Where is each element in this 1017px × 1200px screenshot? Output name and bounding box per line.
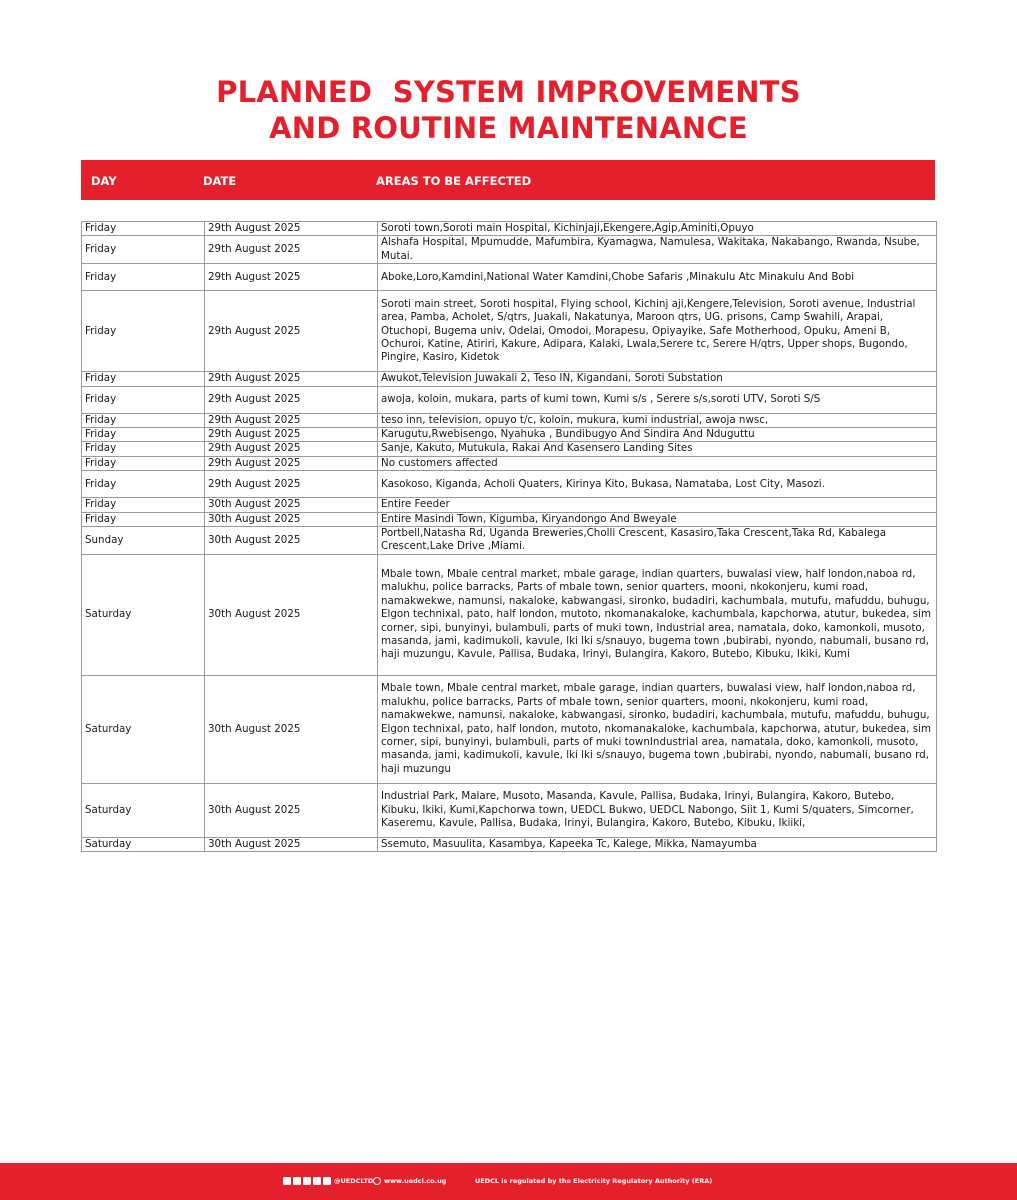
website-link[interactable]: www.uedcl.co.ug <box>384 1177 447 1185</box>
cell-areas: Mbale town, Mbale central market, mbale garage, indian quarters, buwalasi view, half london,naboa rd, malukhu, police barracks, Parts of mbale town, senior quarters, mooni, nkokonjeru, kumi road, namakwekwe, namunsi, nakaloke, kabwangasi, sironko, budadiri, kachumbala, mutufu, mafuddu, buhugu, Elgon technixal, pato, half london, mutoto, nkomanakaloke, kachumbala, kapchorwa, atutur, bukedea, sim corner, sipi, bunyinyi, bulambuli, parts of muki townIndustrial area, namatala, doko, kamonkoli, musoto, masanda, jami, kadimukoli, kavule, lki lki s/snauyo, bugema town ,bubirabi, nyondo, nabumali, busano rd, haji muzungu <box>378 675 937 783</box>
table-row <box>82 837 937 851</box>
social-icons <box>283 1177 331 1185</box>
table-row <box>82 498 937 512</box>
cell-day: Friday <box>82 236 205 264</box>
table-row <box>82 264 937 291</box>
header-day: DAY <box>91 174 117 188</box>
cell-areas: Awukot,Television Juwakali 2, Teso IN, Kigandani, Soroti Substation <box>378 372 937 386</box>
cell-date: 29th August 2025 <box>205 471 378 498</box>
cell-day: Friday <box>82 442 205 456</box>
table-row <box>82 386 937 413</box>
cell-areas: Alshafa Hospital, Mpumudde, Mafumbira, Kyamagwa, Namulesa, Wakitaka, Nakabango, Rwanda, Nsube, Mutai. <box>378 236 937 264</box>
cell-date: 29th August 2025 <box>205 372 378 386</box>
cell-date: 30th August 2025 <box>205 675 378 783</box>
table-row <box>82 471 937 498</box>
cell-date: 30th August 2025 <box>205 512 378 526</box>
cell-date: 29th August 2025 <box>205 291 378 372</box>
table-header <box>81 160 935 200</box>
cell-day: Saturday <box>82 554 205 675</box>
tiktok-icon[interactable] <box>283 1177 291 1185</box>
cell-date: 29th August 2025 <box>205 413 378 427</box>
table-row <box>82 236 937 264</box>
cell-date: 29th August 2025 <box>205 442 378 456</box>
cell-areas: Aboke,Loro,Kamdini,National Water Kamdini,Chobe Safaris ,Minakulu Atc Minakulu And Bobi <box>378 264 937 291</box>
cell-day: Friday <box>82 222 205 236</box>
cell-date: 30th August 2025 <box>205 554 378 675</box>
cell-areas: Industrial Park, Malare, Musoto, Masanda, Kavule, Pallisa, Budaka, Irinyi, Bulangira, Kakoro, Butebo, Kibuku, Ikiki, Kumi,Kapchorwa town, UEDCL Bukwo, UEDCL Nabongo, Siit 1, Kumi S/quaters, Simcorner, Kaseremu, Kavule, Pallisa, Budaka, Irinyi, Bulangira, Kakoro, Butebo, Kibuku, Ikiiki, <box>378 783 937 837</box>
cell-day: Friday <box>82 413 205 427</box>
cell-day: Friday <box>82 512 205 526</box>
cell-areas: Mbale town, Mbale central market, mbale garage, indian quarters, buwalasi view, half london,naboa rd, malukhu, police barracks, Parts of mbale town, senior quarters, mooni, nkokonjeru, kumi road, namakwekwe, namunsi, nakaloke, kabwangasi, sironko, budadiri, kachumbala, mutufu, mafuddu, buhugu, Elgon technixal, pato, half london, mutoto, nkomanakaloke, kachumbala, kapchorwa, atutur, bukedea, sim corner, sipi, bunyinyi, bulambuli, parts of muki town, Industrial area, namatala, doko, kamonkoli, musoto, masanda, jami, kadimukoli, kavule, lki lki s/snauyo, bugema town ,bubirabi, nyondo, nabumali, busano rd, haji muzungu, Kavule, Pallisa, Budaka, Irinyi, Bulangira, Kakoro, Butebo, Kibuku, Ikiki, Kumi <box>378 554 937 675</box>
cell-areas: teso inn, television, opuyo t/c, koloin, mukura, kumi industrial, awoja nwsc, <box>378 413 937 427</box>
cell-date: 29th August 2025 <box>205 386 378 413</box>
header-date: DATE <box>203 174 237 188</box>
cell-date: 29th August 2025 <box>205 236 378 264</box>
cell-date: 29th August 2025 <box>205 222 378 236</box>
cell-date: 29th August 2025 <box>205 264 378 291</box>
footer <box>0 1163 1017 1200</box>
facebook-icon[interactable] <box>323 1177 331 1185</box>
table-row <box>82 413 937 427</box>
cell-day: Friday <box>82 264 205 291</box>
table-row <box>82 442 937 456</box>
cell-date: 29th August 2025 <box>205 456 378 470</box>
cell-areas: Sanje, Kakuto, Mutukula, Rakai And Kasensero Landing Sites <box>378 442 937 456</box>
table-row <box>82 456 937 470</box>
cell-areas: Soroti main street, Soroti hospital, Flying school, Kichinj aji,Kengere,Television, Soroti avenue, Industrial area, Pamba, Acholet, S/qtrs, Juakali, Nakatunya, Maroon qtrs, UG. prisons, Camp Swahili, Arapai, Otuchopi, Bugema univ, Odelai, Omodoi, Morapesu, Opiyayike, Safe Motherhood, Opuku, Ameni B, Ochuroi, Katine, Atiriri, Kakure, Adipara, Kalaki, Lwala,Serere tc, Serere H/qtrs, Upper shops, Bugondo, Pingire, Kasiro, Kidetok <box>378 291 937 372</box>
cell-day: Saturday <box>82 837 205 851</box>
page-title <box>0 74 1017 146</box>
cell-day: Saturday <box>82 675 205 783</box>
table-row <box>82 512 937 526</box>
title-line-1: PLANNED SYSTEM IMPROVEMENTS <box>216 75 801 109</box>
table-row <box>82 222 937 236</box>
cell-areas: awoja, koloin, mukara, parts of kumi town, Kumi s/s , Serere s/s,soroti UTV, Soroti S/S <box>378 386 937 413</box>
table-row <box>82 783 937 837</box>
table-row <box>82 372 937 386</box>
cell-date: 30th August 2025 <box>205 783 378 837</box>
cell-areas: Ssemuto, Masuulita, Kasambya, Kapeeka Tc, Kalege, Mikka, Namayumba <box>378 837 937 851</box>
regulation-note: UEDCL is regulated by the Electricity Regulatory Authority (ERA) <box>475 1177 713 1185</box>
cell-areas: Karugutu,Rwebisengo, Nyahuka , Bundibugyo And Sindira And Nduguttu <box>378 428 937 442</box>
cell-date: 29th August 2025 <box>205 428 378 442</box>
instagram-icon[interactable] <box>303 1177 311 1185</box>
cell-date: 30th August 2025 <box>205 498 378 512</box>
cell-date: 30th August 2025 <box>205 527 378 555</box>
linkedin-icon[interactable] <box>313 1177 321 1185</box>
cell-areas: Kasokoso, Kiganda, Acholi Quaters, Kirinya Kito, Bukasa, Namataba, Lost City, Masozi. <box>378 471 937 498</box>
social-handle: @UEDCLTD <box>334 1177 374 1185</box>
cell-day: Friday <box>82 428 205 442</box>
table-row <box>82 527 937 555</box>
table-row <box>82 291 937 372</box>
cell-day: Friday <box>82 291 205 372</box>
cell-day: Sunday <box>82 527 205 555</box>
cell-day: Friday <box>82 456 205 470</box>
table-row <box>82 428 937 442</box>
cell-areas: Entire Masindi Town, Kigumba, Kiryandongo And Bweyale <box>378 512 937 526</box>
x-icon[interactable] <box>293 1177 301 1185</box>
globe-icon <box>373 1177 381 1185</box>
cell-day: Friday <box>82 471 205 498</box>
schedule-table <box>81 221 937 852</box>
title-line-2: AND ROUTINE MAINTENANCE <box>269 111 748 145</box>
cell-areas: No customers affected <box>378 456 937 470</box>
cell-areas: Portbell,Natasha Rd, Uganda Breweries,Cholli Crescent, Kasasiro,Taka Crescent,Taka Rd, Kabalega Crescent,Lake Drive ,Miami. <box>378 527 937 555</box>
cell-day: Friday <box>82 386 205 413</box>
cell-day: Friday <box>82 498 205 512</box>
table-row <box>82 675 937 783</box>
table-row <box>82 554 937 675</box>
header-areas: AREAS TO BE AFFECTED <box>376 174 532 188</box>
cell-day: Friday <box>82 372 205 386</box>
cell-areas: Entire Feeder <box>378 498 937 512</box>
cell-areas: Soroti town,Soroti main Hospital, Kichinjaji,Ekengere,Agip,Aminiti,Opuyo <box>378 222 937 236</box>
cell-date: 30th August 2025 <box>205 837 378 851</box>
cell-day: Saturday <box>82 783 205 837</box>
